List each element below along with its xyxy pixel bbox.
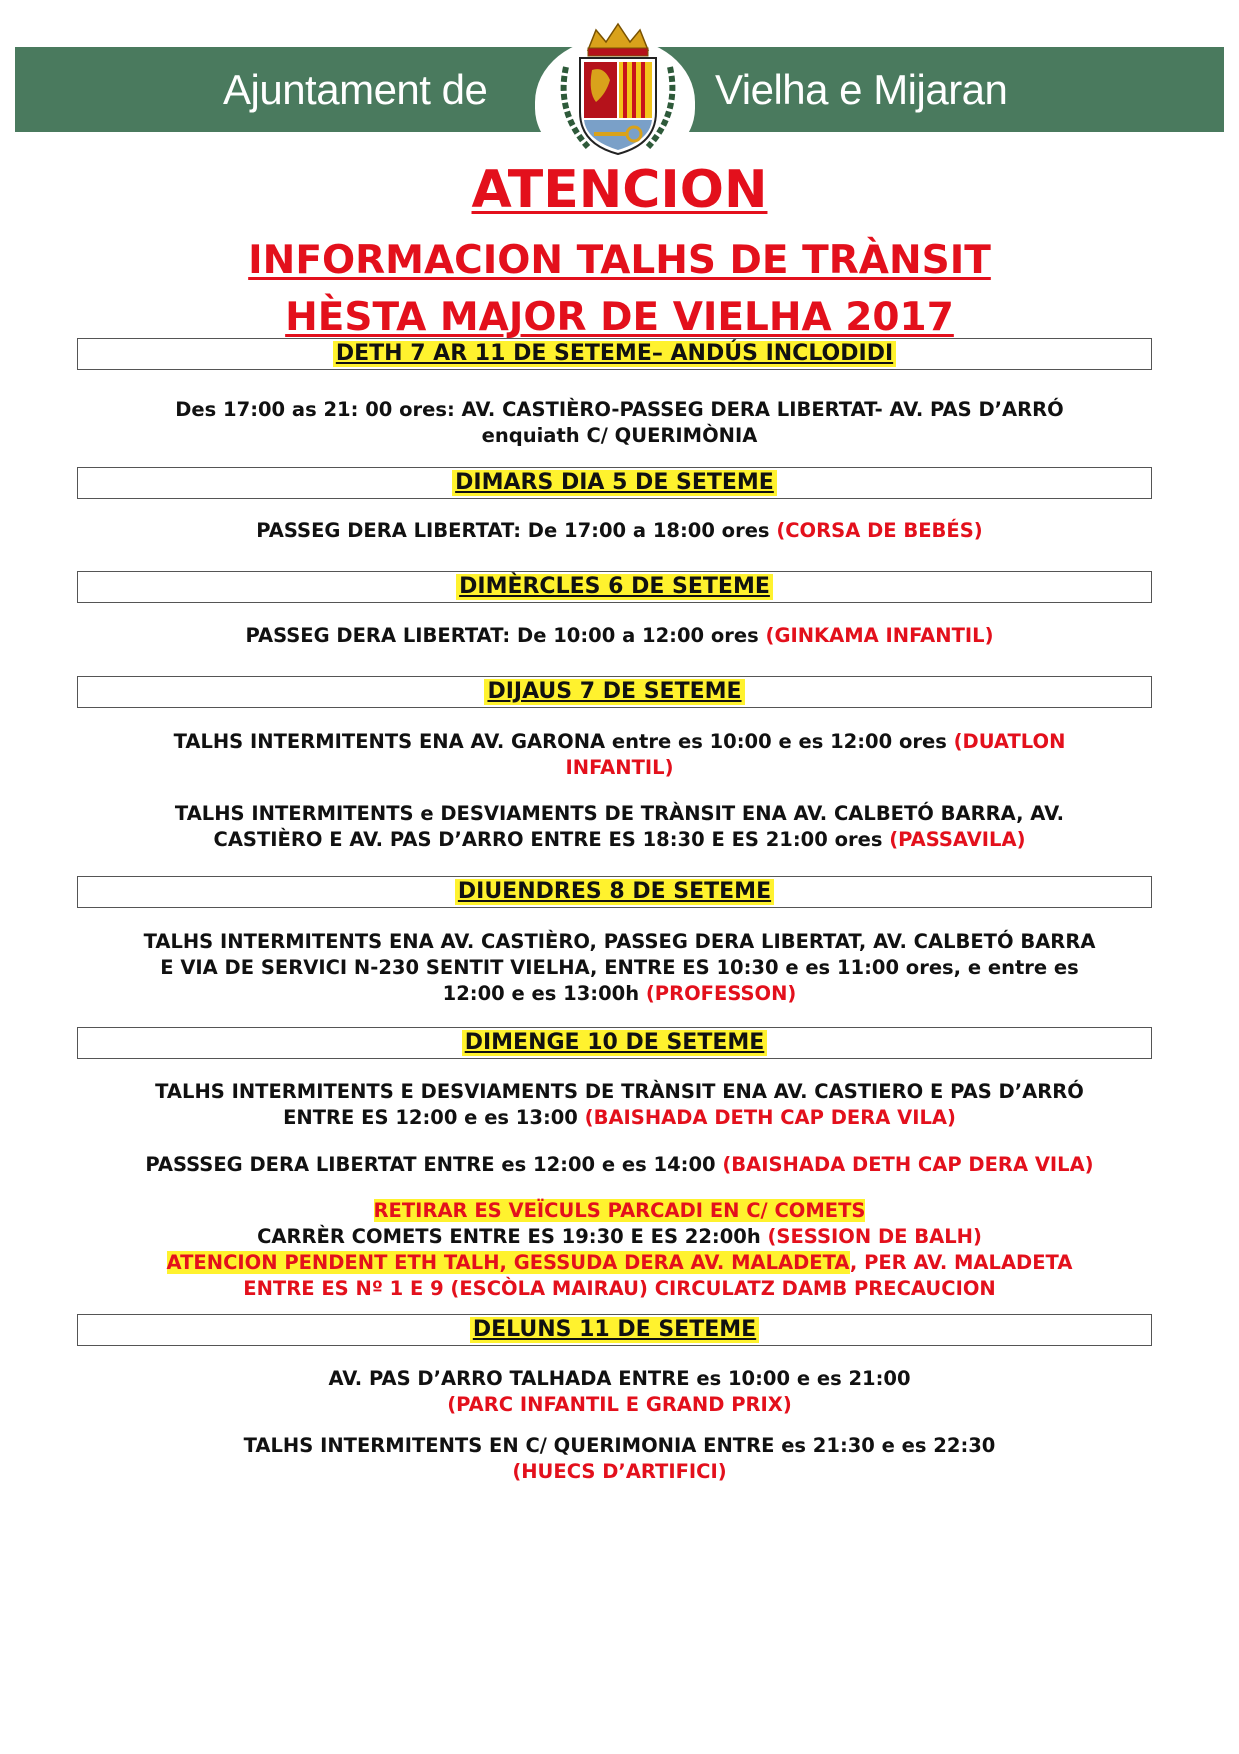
warning-text: ENTRE ES Nº 1 E 9 (ESCÒLA MAIRAU) CIRCULATZ DAMB PRECAUCION xyxy=(243,1277,996,1300)
event-label: (BAISHADA DETH CAP DERA VILA) xyxy=(584,1106,956,1129)
day-heading: DIMENGE 10 DE SETEME xyxy=(462,1030,768,1056)
header-left-text: Ajuntament de xyxy=(223,66,488,113)
section-text xyxy=(60,929,1179,1007)
event-label: (SESSION DE BALH) xyxy=(767,1225,982,1248)
section-text xyxy=(60,397,1179,449)
event-label: (PROFESSON) xyxy=(645,982,797,1005)
day-heading: DIMARS DIA 5 DE SETEME xyxy=(452,470,777,496)
text-line: Des 17:00 as 21: 00 ores: AV. CASTIÈRO-PASSEG DERA LIBERTAT- AV. PAS D’ARRÓ xyxy=(175,398,1064,421)
day-heading-box xyxy=(77,1027,1152,1059)
day-heading: DIMÈRCLES 6 DE SETEME xyxy=(456,574,773,600)
event-label: (PARC INFANTIL E GRAND PRIX) xyxy=(447,1393,792,1416)
warning-highlight: RETIRAR ES VEÏCULS PARCADI EN C/ COMETS xyxy=(373,1199,866,1222)
day-heading: DELUNS 11 DE SETEME xyxy=(470,1317,759,1343)
text-line: TALHS INTERMITENTS E DESVIAMENTS DE TRÀNSIT ENA AV. CASTIERO E PAS D’ARRÓ xyxy=(155,1080,1084,1103)
event-label: INFANTIL) xyxy=(565,756,674,779)
section-text xyxy=(60,801,1179,853)
text-line: TALHS INTERMITENTS ENA AV. CASTIÈRO, PASSEG DERA LIBERTAT, AV. CALBETÓ BARRA xyxy=(143,930,1096,953)
warning-highlight: ATENCION PENDENT ETH TALH, GESSUDA DERA AV. MALADETA xyxy=(166,1251,850,1274)
event-label: (DUATLON xyxy=(953,730,1066,753)
text-line: PASSEG DERA LIBERTAT: De 10:00 a 12:00 ores xyxy=(245,624,766,647)
text-line: AV. PAS D’ARRO TALHADA ENTRE es 10:00 e es 21:00 xyxy=(328,1367,911,1390)
municipal-coat-of-arms-icon xyxy=(548,22,688,162)
section-text xyxy=(60,1152,1179,1178)
subtitle-line-1: INFORMACION TALHS DE TRÀNSIT xyxy=(248,238,991,283)
section-text xyxy=(60,729,1179,781)
day-heading: DIJAUS 7 DE SETEME xyxy=(484,679,744,705)
section-text xyxy=(60,1433,1179,1485)
event-label: (GINKAMA INFANTIL) xyxy=(765,624,994,647)
text-line: 12:00 e es 13:00h xyxy=(442,982,646,1005)
main-title: ATENCION xyxy=(471,160,768,220)
text-line: E VIA DE SERVICI N-230 SENTIT VIELHA, ENTRE ES 10:30 e es 11:00 ores, e entre es xyxy=(160,956,1079,979)
day-heading-box xyxy=(77,467,1152,499)
text-line: CARRÈR COMETS ENTRE ES 19:30 E ES 22:00h xyxy=(257,1225,768,1248)
subtitle-line-2: HÈSTA MAJOR DE VIELHA 2017 xyxy=(285,295,954,340)
day-heading-box xyxy=(77,876,1152,908)
section-text xyxy=(60,518,1179,544)
text-line: enquiath C/ QUERIMÒNIA xyxy=(481,424,758,447)
text-line: ENTRE ES 12:00 e es 13:00 xyxy=(283,1106,585,1129)
text-line: PASSEG DERA LIBERTAT: De 17:00 a 18:00 ores xyxy=(256,519,777,542)
section-text xyxy=(60,1366,1179,1418)
event-label: (HUECS D’ARTIFICI) xyxy=(512,1460,727,1483)
day-heading-box xyxy=(77,1314,1152,1346)
event-label: (PASSAVILA) xyxy=(889,828,1026,851)
day-heading: DIUENDRES 8 DE SETEME xyxy=(455,879,774,905)
text-line: TALHS INTERMITENTS e DESVIAMENTS DE TRÀNSIT ENA AV. CALBETÓ BARRA, AV. xyxy=(174,802,1065,825)
section-text xyxy=(60,623,1179,649)
day-heading-box xyxy=(77,676,1152,708)
text-line: TALHS INTERMITENTS EN C/ QUERIMONIA ENTRE es 21:30 e es 22:30 xyxy=(243,1434,996,1457)
event-label: (CORSA DE BEBÉS) xyxy=(776,519,983,542)
day-heading-box xyxy=(77,571,1152,603)
section-text xyxy=(60,1198,1179,1302)
event-label: (BAISHADA DETH CAP DERA VILA) xyxy=(722,1153,1094,1176)
section-text xyxy=(60,1079,1179,1131)
text-line: CASTIÈRO E AV. PAS D’ARRO ENTRE ES 18:30 E ES 21:00 ores xyxy=(213,828,890,851)
header-right-text: Vielha e Mijaran xyxy=(715,66,1008,113)
warning-text: , PER AV. MALADETA xyxy=(849,1251,1073,1274)
day-heading-box xyxy=(77,338,1152,370)
text-line: PASSSEG DERA LIBERTAT ENTRE es 12:00 e es 14:00 xyxy=(145,1153,723,1176)
day-heading: DETH 7 AR 11 DE SETEME– ANDÚS INCLODIDI xyxy=(333,341,896,367)
text-line: TALHS INTERMITENTS ENA AV. GARONA entre es 10:00 e es 12:00 ores xyxy=(173,730,954,753)
